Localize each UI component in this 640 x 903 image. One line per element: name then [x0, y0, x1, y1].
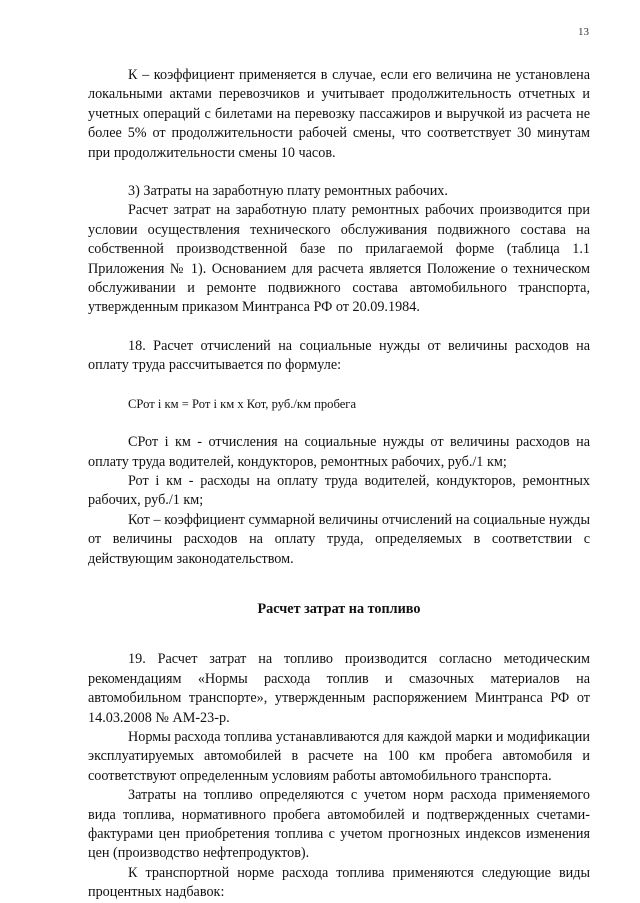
paragraph-item3-title: 3) Затраты на заработную плату ремонтных рабочих. [128, 183, 448, 200]
definition-srot: СРот i км - отчисления на социальные нужды от величины расходов на оплату труда водителей, кондукторов, ремонтных рабочих, руб./1 км; [88, 434, 590, 470]
paragraph-markups: К транспортной норме расхода топлива применяются следующие виды процентных надбавок: [88, 864, 590, 901]
definition-kot: Кот – коэффициент суммарной величины отчислений на социальные нужды от величины расходов на оплату труда, определяемых в соответствии с действующим законодательством. [88, 511, 590, 567]
paragraph-k-coefficient: К – коэффициент применяется в случае, если его величина не установлена локальными актами перевозчиков и учитывает продолжительность отчетных и учетных операций с билетами на перевозку пассажиров и выручкой из расчета не более 5% от продолжительности рабочей смены, что соответствует 30 минутам при продолжительности смены 10 часов. [88, 67, 590, 161]
definition-rot: Рот i км - расходы на оплату труда водителей, кондукторов, ремонтных рабочих, руб./1 км; [88, 472, 590, 509]
paragraph-18: 18. Расчет отчислений на социальные нужды от величины расходов на оплату труда рассчитывается по формуле: [88, 337, 590, 374]
document-body [88, 66, 590, 903]
paragraph-fuel-norms: Нормы расхода топлива устанавливаются для каждой марки и модификации эксплуатируемых автомобилей в расчете на 100 км пробега автомобиля и соответствуют определенным условиям работы автомобильного транспорта. [88, 728, 590, 784]
page-number: 13 [578, 26, 589, 38]
section-heading-fuel: Расчет затрат на топливо [257, 600, 421, 617]
paragraph-19: 19. Расчет затрат на топливо производится согласно методическим рекомендациям «Нормы расхода топлив и смазочных материалов на автомобильном транспорте», утвержденным распоряжением Минтранса РФ от 14.03.2008 № АМ-23-р. [88, 651, 590, 726]
paragraph-fuel-costs: Затраты на топливо определяются с учетом норм расхода применяемого вида топлива, нормативного пробега автомобилей и подтвержденных счетами-фактурами цен приобретения топлива с учетом прогнозных индексов изменения цен (производство нефтепродуктов). [88, 787, 590, 862]
formula: СРот i км = Рот i км х Кот, руб./км пробега [128, 396, 357, 411]
paragraph-item3-body: Расчет затрат на заработную плату ремонтных рабочих производится при условии осуществления технического обслуживания подвижного состава на собственной производственной базе по прилагаемой форме (таблица 1.1 Приложения № 1). Основанием для расчета является Положение о техническом обслуживании и ремонте подвижного состава автомобильного транспорта, утвержденным приказом Минтранса РФ от 20.09.1984. [88, 202, 590, 316]
